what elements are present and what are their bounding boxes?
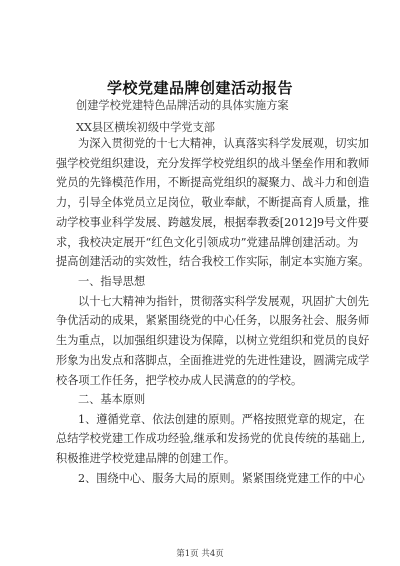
intro-line: 提高创建活动的实效性，结合我校工作实际，制定本实施方案。 [56,255,370,269]
section-guiding-ideology [56,272,370,390]
section-line: 校各项工作任务，把学校办成人民满意的的学校。 [56,373,303,387]
intro-paragraph [56,134,370,272]
organization-name: XX县区横埃初级中学党支部 [76,121,215,134]
section-line: 争优活动的成果，紧紧围绕党的中心任务，以服务社会、服务师 [56,314,370,328]
section-line: 总结学校党建工作成功经验,继承和发扬党的优良传统的基础上, [56,432,366,446]
intro-line: 为深入贯彻党的十七大精神，认真落实科学发展观，切实加 [78,137,369,150]
intro-line: 强学校党组织建设，充分发挥学校党组织的战斗堡垒作用和教师 [56,156,370,170]
document-subtitle: 创建学校党建特色品牌活动的具体实施方案 [76,99,289,112]
intro-line: 动学校事业科学发展、跨越发展，根据奉教委[2012]9号文件要 [56,215,369,229]
section-line: 2、围绕中心、服务大局的原则。紧紧围绕党建工作的中心 [78,471,365,485]
section-line: 1、遵循党章、依法创建的原则。严格按照党章的规定，在 [78,412,365,426]
intro-line: 求，我校决定展开“红色文化引领成功”党建品牌创建活动。为 [56,235,359,249]
section-basic-principles [56,390,364,489]
section-heading: 一、指导思想 [78,275,146,288]
section-line: 生为重点，以加强组织建设为保障，以树立党组织和党员的良好 [56,334,370,348]
page-number-footer: 第1页 共4页 [176,549,224,559]
document-title: 学校党建品牌创建活动报告 [106,79,293,97]
intro-line: 力，引导全体党员立足岗位，敬业奉献，不断提高育人质量，推 [56,196,370,210]
section-line: 形象为出发点和落脚点，全面推进党的先进性建设，圆满完成学 [56,353,370,367]
intro-line: 党员的先锋模范作用，不断提高党组织的凝聚力、战斗力和创造 [56,176,370,190]
section-line: 积极推进学校党建品牌的创建工作。 [56,452,236,466]
section-heading: 二、基本原则 [78,393,146,406]
section-line: 以十七大精神为指针，贯彻落实科学发展观，巩固扩大创先 [78,294,369,308]
